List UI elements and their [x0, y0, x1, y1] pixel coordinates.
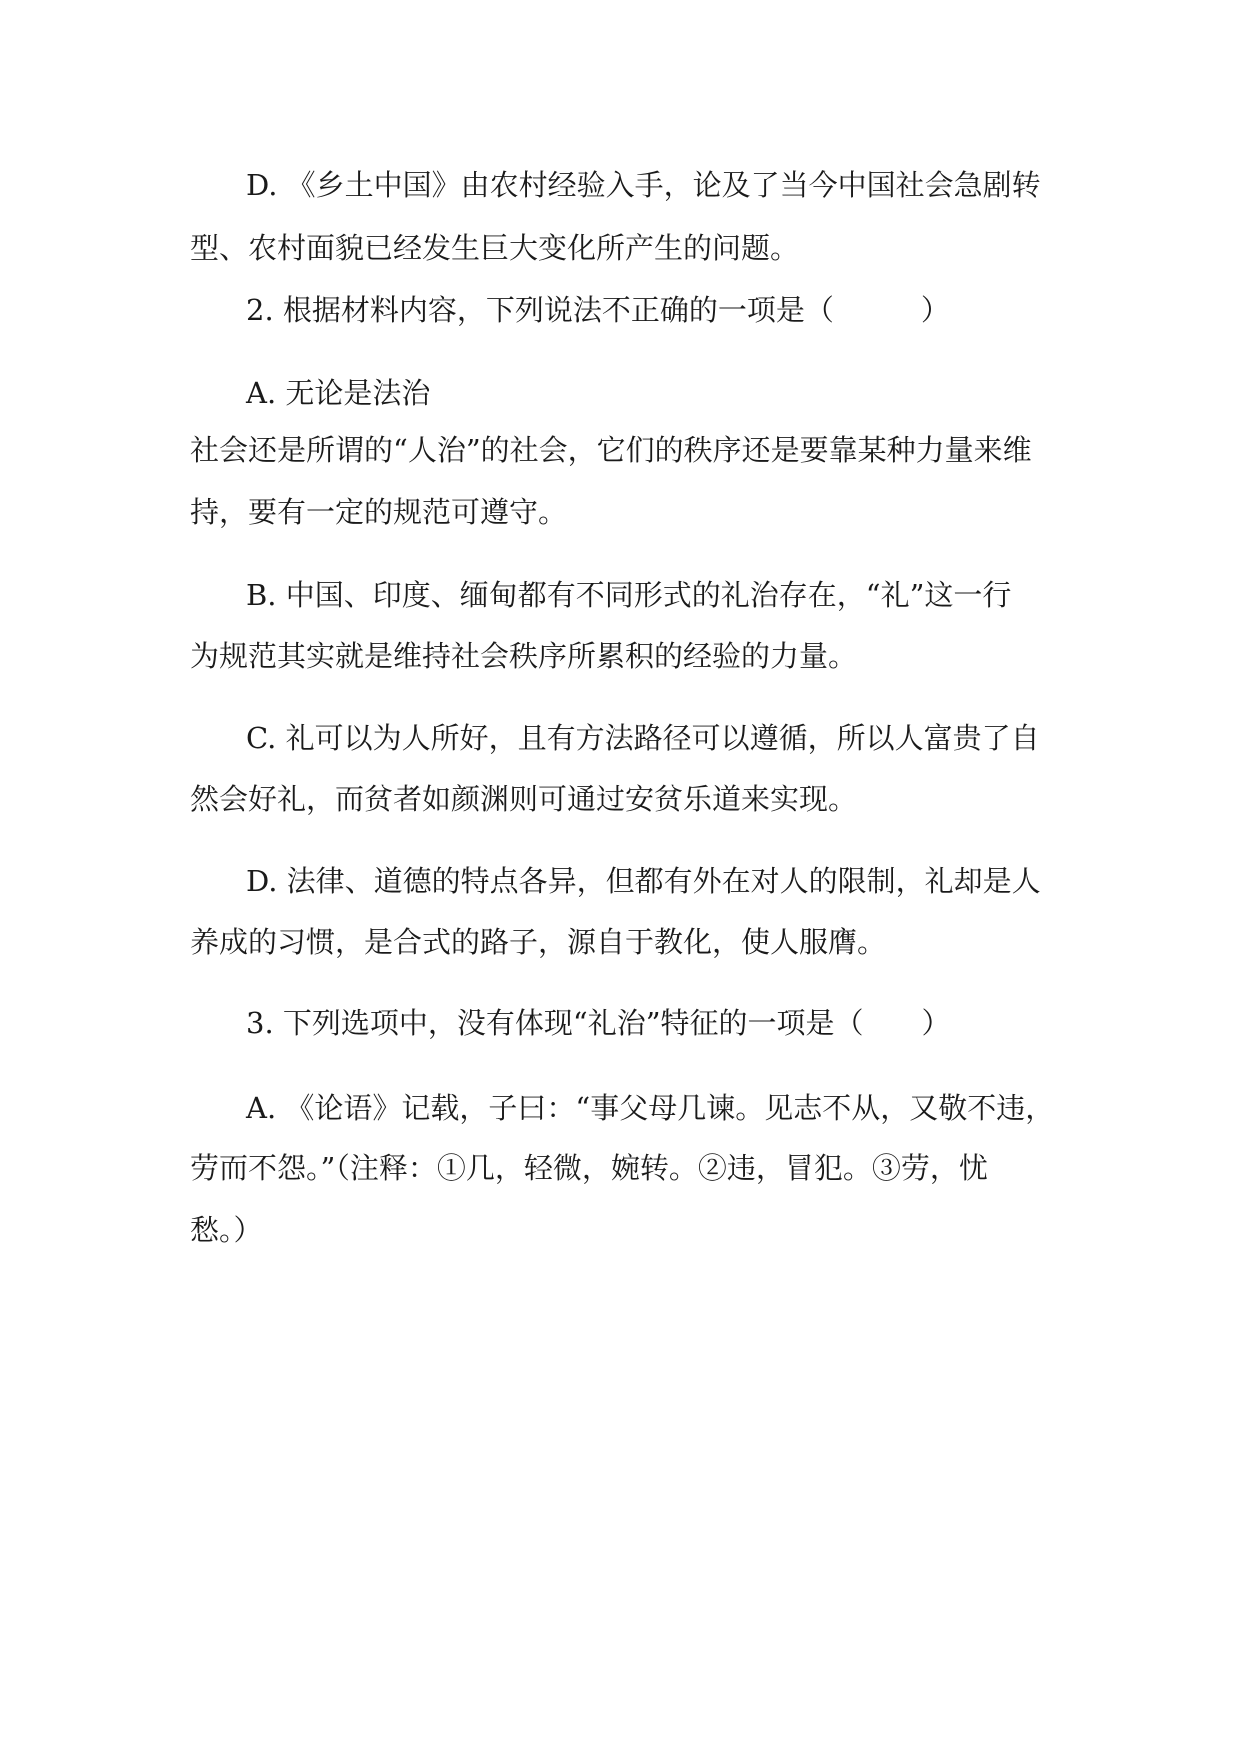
q2-option-b-line-1: B. 中国、印度、缅甸都有不同形式的礼治存在，“礼”这一行: [246, 578, 1012, 612]
q3-option-a-line-3: 愁。）: [190, 1213, 263, 1247]
q1-option-d-line-2: 型、农村面貌已经发生巨大变化所产生的问题。: [190, 231, 800, 265]
q2-option-d-line-2: 养成的习惯，是合式的路子，源自于教化，使人服膺。: [190, 925, 887, 959]
q2-option-a-line-2: 社会还是所谓的“人治”的社会，它们的秩序还是要靠某种力量来维: [190, 433, 1032, 467]
q2-option-a-line-1: A. 无论是法治: [246, 376, 431, 410]
q2-option-b-line-2: 为规范其实就是维持社会秩序所累积的经验的力量。: [190, 639, 858, 673]
question-2-stem: 2. 根据材料内容，下列说法不正确的一项是（ ）: [246, 293, 950, 327]
question-3-stem: 3. 下列选项中，没有体现“礼治”特征的一项是（ ）: [246, 1006, 951, 1040]
q3-option-a-line-2: 劳而不怨。”（注释：①几，轻微，婉转。②违，冒犯。③劳，忧: [190, 1151, 988, 1185]
q2-option-d-line-1: D. 法律、道德的特点各异，但都有外在对人的限制，礼却是人: [246, 864, 1041, 898]
q1-option-d-line-1: D. 《乡土中国》由农村经验入手，论及了当今中国社会急剧转: [246, 168, 1041, 202]
q3-option-a-line-1: A. 《论语》记载，子曰：“事父母几谏。见志不从，又敬不违，: [246, 1091, 1055, 1125]
q2-option-a-line-3: 持，要有一定的规范可遵守。: [190, 495, 568, 529]
q2-option-c-line-2: 然会好礼，而贫者如颜渊则可通过安贫乐道来实现。: [190, 782, 858, 816]
q2-option-c-line-1: C. 礼可以为人所好，且有方法路径可以遵循，所以人富贵了自: [246, 721, 1040, 755]
